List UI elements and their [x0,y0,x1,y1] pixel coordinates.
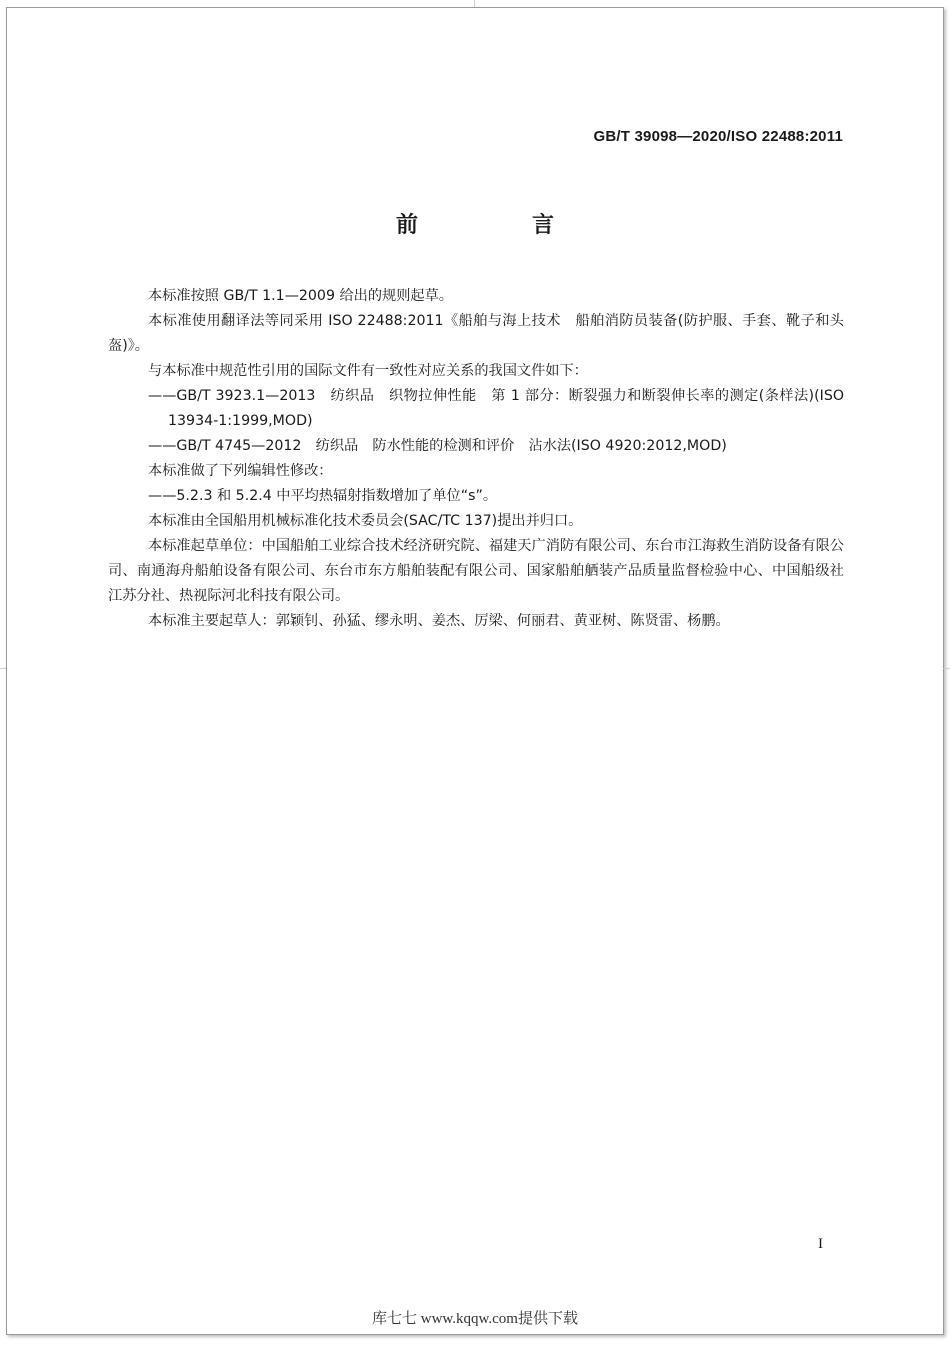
drafting-rules-paragraph: 本标准按照 GB/T 1.1—2009 给出的规则起草。 [148,288,453,304]
download-watermark: 库七七 www.kqqw.com提供下载 [372,1311,578,1327]
crop-mark-left [0,668,6,669]
reference-item: ——GB/T 4745—2012 纺织品 防水性能的检测和评价 沾水法(ISO 4920:2012,MOD) [148,438,727,454]
page-number: I [818,1236,823,1252]
crop-mark-top [474,0,475,7]
page-title: 前 言 [395,213,600,238]
editorial-change-item: ——5.2.3 和 5.2.4 中平均热辐射指数增加了单位“s”。 [148,488,498,504]
document-page [6,7,944,1335]
adoption-paragraph: 本标准使用翻译法等同采用 ISO 22488:2011《船舶与海上技术 船舶消防员装备(防护服、手套、靴子和头盔)》。 [108,313,844,354]
proposer-paragraph: 本标准由全国船用机械标准化技术委员会(SAC/TC 137)提出并归口。 [148,513,583,529]
foreword-body [108,284,844,634]
drafting-units-paragraph: 本标准起草单位：中国船舶工业综合技术经济研究院、福建天广消防有限公司、东台市江海救生消防设备有限公司、南通海舟船舶设备有限公司、东台市东方船舶装配有限公司、国家船舶舾装产品质量监督检验中心、中国船级社江苏分社、热视际河北科技有限公司。 [108,538,844,604]
editorial-changes-intro: 本标准做了下列编辑性修改： [148,463,333,479]
standard-code: GB/T 39098—2020/ISO 22488:2011 [593,128,843,145]
reference-item: ——GB/T 3923.1—2013 纺织品 织物拉伸性能 第 1 部分：断裂强力和断裂伸长率的测定(条样法)(ISO 13934-1:1999,MOD) [148,388,844,429]
crop-mark-right [943,668,950,669]
drafters-paragraph: 本标准主要起草人：郭颖钊、孙猛、缪永明、姜杰、厉梁、何丽君、黄亚树、陈贤雷、杨鹏。 [148,613,730,629]
corresponding-documents-intro: 与本标准中规范性引用的国际文件有一致性对应关系的我国文件如下： [148,363,588,379]
